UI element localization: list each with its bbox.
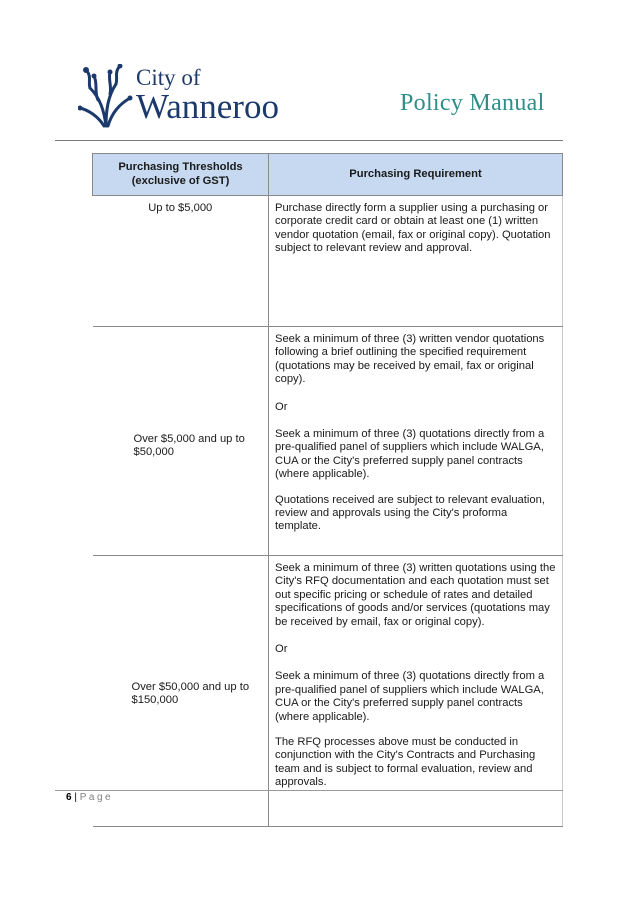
spacer	[275, 724, 556, 736]
requirement-or: Or	[275, 643, 288, 656]
header-divider	[55, 140, 563, 141]
requirement-text: Purchase directly form a supplier using a purchasing or corporate credit card or obtain at least one (1) written vendor quotation (email, fax or original copy). Quotation subject to relevant review and approval.	[275, 202, 551, 255]
spacer	[275, 414, 556, 428]
page-label: Page	[79, 792, 114, 803]
table-row	[93, 196, 563, 327]
requirement-text: Seek a minimum of three (3) written quotations using the City's RFQ documentation and each quotation must set out specific pricing or schedule of rates and detailed specifications of goods and/or services (quotations may be received by email, fax or original copy).	[275, 562, 556, 628]
threshold-cell	[93, 327, 269, 556]
table-row	[93, 556, 563, 827]
col-header-thresholds: Purchasing Thresholds (exclusive of GST)	[93, 154, 269, 196]
page-number-value: 6	[66, 792, 72, 803]
requirement-text: Seek a minimum of three (3) quotations directly from a pre-qualified panel of suppliers which include WALGA, CUA or the City's preferred supply panel contracts (where applicable).	[275, 428, 545, 481]
logo-text-wanneroo: Wanneroo	[136, 87, 279, 126]
city-logo	[78, 64, 298, 130]
spacer	[275, 482, 556, 494]
page-separator: |	[74, 792, 77, 803]
requirement-or: Or	[275, 400, 288, 413]
table-row	[93, 327, 563, 556]
requirement-cell	[269, 556, 563, 827]
table-header-row	[93, 154, 563, 196]
page-header	[0, 0, 637, 150]
col-header-requirement: Purchasing Requirement	[269, 154, 563, 196]
requirement-text: Seek a minimum of three (3) written vendor quotations following a brief outlining the specified requirement (quotations may be received by email, fax or original copy).	[275, 333, 545, 386]
requirement-text: Quotations received are subject to relevant evaluation, review and approvals using the City's proforma template.	[275, 493, 545, 533]
threshold-cell	[93, 556, 269, 827]
logo-text-city-of: City of	[136, 65, 201, 90]
threshold-cell: Up to $5,000	[93, 196, 269, 327]
footer-divider	[55, 790, 563, 791]
requirement-text: The RFQ processes above must be conducted in conjunction with the City's Contracts and Purchasing team and is subject to formal evaluation, review and approvals.	[275, 736, 536, 789]
spacer	[275, 629, 556, 643]
threshold-text: Over $5,000 and up to $50,000	[133, 433, 245, 459]
threshold-text: Over $50,000 and up to $150,000	[131, 681, 250, 707]
manual-title: Policy Manual	[400, 90, 545, 116]
requirement-cell	[269, 327, 563, 556]
kangaroo-paw-logo-icon	[78, 64, 134, 128]
requirement-cell	[269, 196, 563, 327]
purchasing-thresholds-table	[92, 153, 563, 827]
requirement-text: Seek a minimum of three (3) quotations directly from a pre-qualified panel of suppliers which include WALGA, CUA or the City's preferred supply panel contracts (where applicable).	[275, 670, 545, 723]
page-number	[66, 792, 113, 803]
spacer	[275, 656, 556, 670]
spacer	[275, 387, 556, 401]
